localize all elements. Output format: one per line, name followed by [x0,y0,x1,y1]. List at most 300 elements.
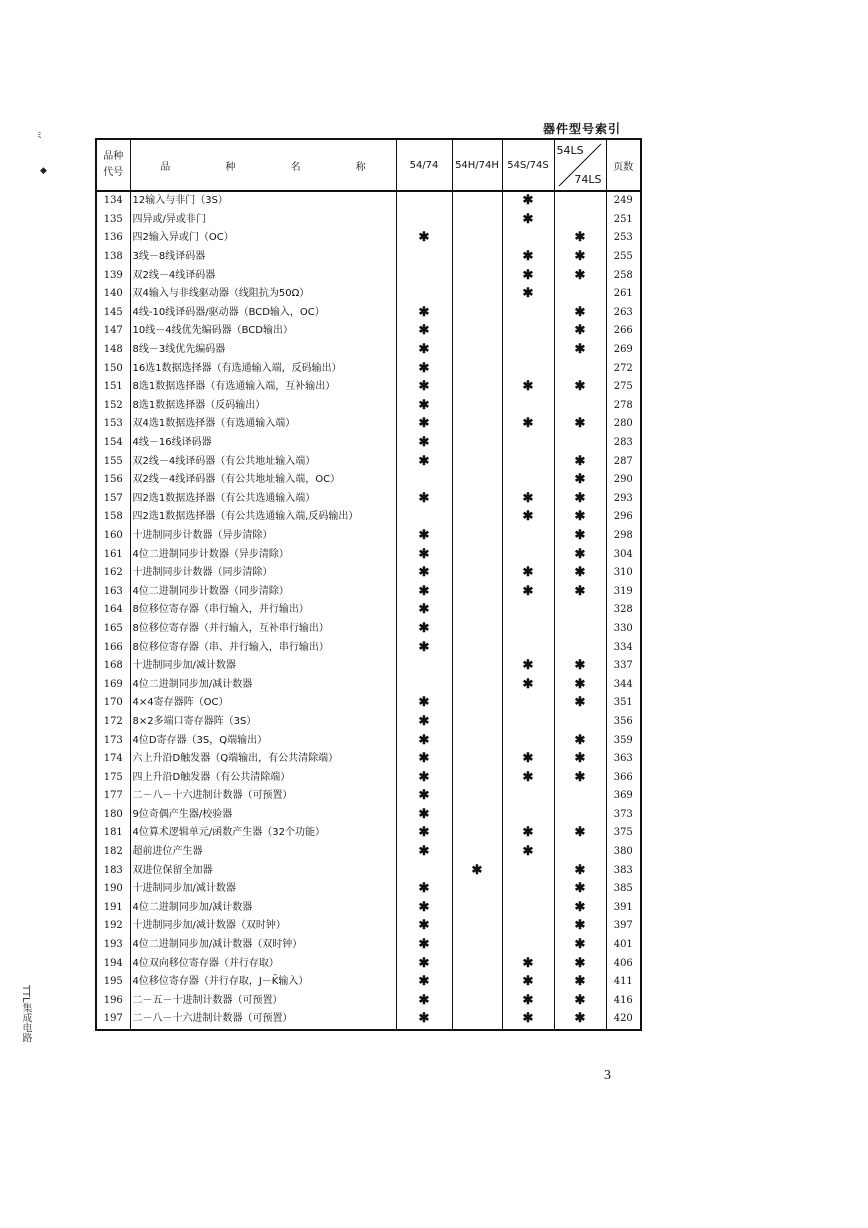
page-ref: 287 [606,452,641,471]
mark-54-74: ✱ [396,341,452,360]
mark-54-74: ✱ [396,434,452,453]
mark-54ls-74ls: ✱ [554,731,606,750]
device-code: 138 [96,248,130,267]
device-name: 4位二进制同步加/减计数器 [130,899,396,918]
mark-54-74: ✱ [396,750,452,769]
page-ref: 351 [606,694,641,713]
mark-54ls-74ls: ✱ [554,248,606,267]
device-name: 二－五－十进制计数器（可预置） [130,992,396,1011]
mark-54ls-74ls: ✱ [554,341,606,360]
mark-54-74: ✱ [396,378,452,397]
mark-54ls-74ls: ✱ [554,564,606,583]
mark-54ls-74ls: ✱ [554,471,606,490]
header-54h-74h: 54H/74H [452,139,502,191]
mark-54ls-74ls [554,620,606,639]
mark-54s-74s [502,806,554,825]
table-row [96,917,641,936]
page-ref: 420 [606,1010,641,1030]
device-code: 169 [96,675,130,694]
mark-54ls-74ls: ✱ [554,917,606,936]
header-name-char: 称 [355,161,366,173]
table-row [96,954,641,973]
mark-54-74: ✱ [396,936,452,955]
header-code-line1: 品种 [103,151,124,162]
device-code: 148 [96,341,130,360]
mark-54h-74h [452,266,502,285]
mark-54ls-74ls: ✱ [554,490,606,509]
device-code: 182 [96,843,130,862]
page-ref: 283 [606,434,641,453]
page-ref: 293 [606,490,641,509]
device-code: 147 [96,322,130,341]
mark-54-74: ✱ [396,899,452,918]
mark-54h-74h [452,620,502,639]
table-row [96,861,641,880]
page-ref: 375 [606,824,641,843]
table-row [96,564,641,583]
mark-54h-74h: ✱ [452,861,502,880]
mark-54s-74s: ✱ [502,378,554,397]
page-ref: 310 [606,564,641,583]
mark-54s-74s: ✱ [502,508,554,527]
device-name: 8线－3线优先编码器 [130,341,396,360]
header-name-char: 种 [225,161,236,173]
mark-54ls-74ls [554,359,606,378]
device-code: 194 [96,954,130,973]
mark-54s-74s [502,787,554,806]
table-row [96,750,641,769]
mark-54-74: ✱ [396,620,452,639]
mark-54h-74h [452,657,502,676]
header-code [96,139,130,191]
mark-54-74 [396,266,452,285]
device-code: 197 [96,1010,130,1030]
device-code: 163 [96,582,130,601]
mark-54s-74s [502,601,554,620]
mark-54-74: ✱ [396,824,452,843]
margin-mark: ◆ [40,166,47,176]
margin-mark: ﾐ [37,131,42,141]
mark-54ls-74ls: ✱ [554,508,606,527]
mark-54-74 [396,675,452,694]
device-name: 4位二进制同步计数器（同步清除） [130,582,396,601]
mark-54-74 [396,191,452,211]
table-row [96,973,641,992]
header-name-char: 名 [290,161,301,173]
table-row [96,713,641,732]
mark-54ls-74ls: ✱ [554,1010,606,1030]
device-name: 二－八－十六进制计数器（可预置） [130,1010,396,1030]
mark-54-74: ✱ [396,917,452,936]
page-ref: 411 [606,973,641,992]
mark-54s-74s [502,694,554,713]
page-ref: 258 [606,266,641,285]
section-title: 器件型号索引 [543,122,622,136]
device-name: 六上升沿D触发器（Q端输出，有公共清除端） [130,750,396,769]
table-row [96,341,641,360]
device-code: 135 [96,211,130,230]
device-name: 四2输入异或门（OC） [130,229,396,248]
device-index-table [95,138,642,1031]
device-name: 超前进位产生器 [130,843,396,862]
device-name: 4线-10线译码器/驱动器（BCD输入，OC） [130,304,396,323]
device-code: 190 [96,880,130,899]
mark-54-74: ✱ [396,564,452,583]
page-ref: 275 [606,378,641,397]
device-code: 151 [96,378,130,397]
page-ref: 280 [606,415,641,434]
mark-54h-74h [452,452,502,471]
mark-54ls-74ls [554,787,606,806]
mark-54s-74s: ✱ [502,564,554,583]
device-code: 183 [96,861,130,880]
mark-54ls-74ls: ✱ [554,936,606,955]
mark-54s-74s [502,229,554,248]
device-name: 双2线－4线译码器（有公共地址输入端，OC） [130,471,396,490]
table-row [96,787,641,806]
table-row [96,899,641,918]
device-code: 154 [96,434,130,453]
mark-54h-74h [452,768,502,787]
page-ref: 359 [606,731,641,750]
page-ref: 330 [606,620,641,639]
device-code: 152 [96,397,130,416]
page-ref: 249 [606,191,641,211]
mark-54h-74h [452,824,502,843]
page-ref: 406 [606,954,641,973]
device-name: 8选1数据选择器（有选通输入端，互补输出） [130,378,396,397]
page-ref: 261 [606,285,641,304]
table-row [96,191,641,211]
mark-54s-74s: ✱ [502,750,554,769]
mark-54s-74s: ✱ [502,1010,554,1030]
device-name: 3线－8线译码器 [130,248,396,267]
page-ref: 298 [606,527,641,546]
mark-54h-74h [452,954,502,973]
mark-54-74: ✱ [396,880,452,899]
page-ref: 416 [606,992,641,1011]
table-row [96,229,641,248]
mark-54-74 [396,285,452,304]
mark-54h-74h [452,675,502,694]
mark-54h-74h [452,341,502,360]
mark-54-74: ✱ [396,397,452,416]
device-code: 168 [96,657,130,676]
mark-54ls-74ls: ✱ [554,582,606,601]
mark-54s-74s [502,713,554,732]
mark-54s-74s: ✱ [502,824,554,843]
mark-54ls-74ls: ✱ [554,322,606,341]
mark-54h-74h [452,787,502,806]
table-row [96,304,641,323]
table-row [96,638,641,657]
mark-54s-74s: ✱ [502,768,554,787]
mark-54-74 [396,861,452,880]
device-name: 8位移位寄存器（并行输入，互补串行输出） [130,620,396,639]
table-row [96,266,641,285]
mark-54s-74s [502,359,554,378]
device-name: 4位二进制同步计数器（异步清除） [130,545,396,564]
mark-54s-74s [502,545,554,564]
device-code: 180 [96,806,130,825]
mark-54h-74h [452,917,502,936]
mark-54ls-74ls: ✱ [554,824,606,843]
header-name [130,139,396,191]
mark-54ls-74ls: ✱ [554,973,606,992]
device-code: 136 [96,229,130,248]
mark-54ls-74ls [554,806,606,825]
device-code: 196 [96,992,130,1011]
mark-54ls-74ls: ✱ [554,304,606,323]
page-ref: 290 [606,471,641,490]
header-54ls-74ls [554,139,606,191]
mark-54s-74s: ✱ [502,675,554,694]
mark-54ls-74ls [554,843,606,862]
mark-54s-74s: ✱ [502,490,554,509]
table-row [96,731,641,750]
mark-54ls-74ls: ✱ [554,527,606,546]
device-code: 173 [96,731,130,750]
table-row [96,806,641,825]
device-name: 8位移位寄存器（串行输入，并行输出） [130,601,396,620]
mark-54-74: ✱ [396,545,452,564]
table-row [96,248,641,267]
device-code: 160 [96,527,130,546]
device-code: 165 [96,620,130,639]
page-ref: 363 [606,750,641,769]
device-code: 174 [96,750,130,769]
device-name: 4位算术逻辑单元/函数产生器（32个功能） [130,824,396,843]
device-name: 十进制同步加/减计数器 [130,880,396,899]
header-page: 页数 [606,139,641,191]
mark-54ls-74ls: ✱ [554,657,606,676]
page-ref: 263 [606,304,641,323]
mark-54h-74h [452,359,502,378]
mark-54-74: ✱ [396,452,452,471]
device-code: 162 [96,564,130,583]
mark-54h-74h [452,638,502,657]
device-name: 十进制同步加/减计数器（双时钟） [130,917,396,936]
mark-54h-74h [452,211,502,230]
header-54s-74s: 54S/74S [502,139,554,191]
device-name: 双进位保留全加器 [130,861,396,880]
mark-54s-74s [502,452,554,471]
mark-54ls-74ls [554,434,606,453]
page-ref: 269 [606,341,641,360]
mark-54s-74s: ✱ [502,992,554,1011]
page-ref: 296 [606,508,641,527]
mark-54ls-74ls: ✱ [554,229,606,248]
mark-54h-74h [452,527,502,546]
mark-54s-74s: ✱ [502,657,554,676]
mark-54-74: ✱ [396,582,452,601]
table-row [96,620,641,639]
mark-54ls-74ls: ✱ [554,861,606,880]
device-name: 8选1数据选择器（反码输出） [130,397,396,416]
mark-54s-74s [502,471,554,490]
mark-54-74: ✱ [396,787,452,806]
mark-54h-74h [452,936,502,955]
table-row [96,434,641,453]
device-code: 158 [96,508,130,527]
mark-54s-74s [502,397,554,416]
table-row [96,359,641,378]
mark-54ls-74ls [554,211,606,230]
mark-54h-74h [452,843,502,862]
mark-54-74: ✱ [396,322,452,341]
device-code: 161 [96,545,130,564]
device-name: 十进制同步加/减计数器 [130,657,396,676]
device-code: 192 [96,917,130,936]
device-name: 4位二进制同步加/减计数器（双时钟） [130,936,396,955]
page-ref: 344 [606,675,641,694]
mark-54h-74h [452,582,502,601]
table-row [96,582,641,601]
device-name: 二－八－十六进制计数器（可预置） [130,787,396,806]
mark-54ls-74ls [554,191,606,211]
page-number: 3 [604,1068,611,1083]
mark-54ls-74ls: ✱ [554,768,606,787]
mark-54h-74h [452,806,502,825]
device-name: 4×4寄存器阵（OC） [130,694,396,713]
mark-54h-74h [452,973,502,992]
mark-54s-74s [502,861,554,880]
device-code: 150 [96,359,130,378]
mark-54ls-74ls: ✱ [554,378,606,397]
mark-54ls-74ls: ✱ [554,452,606,471]
mark-54ls-74ls: ✱ [554,675,606,694]
device-code: 195 [96,973,130,992]
mark-54-74: ✱ [396,304,452,323]
mark-54h-74h [452,731,502,750]
header-name-char: 品 [160,161,171,173]
header-code-line2: 代号 [103,167,124,178]
mark-54-74 [396,657,452,676]
mark-54-74 [396,471,452,490]
device-name: 8×2多端口寄存器阵（3S） [130,713,396,732]
mark-54s-74s: ✱ [502,285,554,304]
mark-54ls-74ls [554,285,606,304]
device-name: 双4选1数据选择器（有选通输入端） [130,415,396,434]
device-code: 155 [96,452,130,471]
mark-54-74: ✱ [396,992,452,1011]
mark-54-74: ✱ [396,490,452,509]
device-name: 12输入与非门（3S） [130,191,396,211]
table-row [96,936,641,955]
mark-54ls-74ls: ✱ [554,899,606,918]
device-code: 191 [96,899,130,918]
device-name: 双2线－4线译码器 [130,266,396,285]
page-ref: 319 [606,582,641,601]
mark-54h-74h [452,992,502,1011]
table-row [96,508,641,527]
device-name: 8位移位寄存器（串、并行输入，串行输出） [130,638,396,657]
device-name: 四上升沿D触发器（有公共清除端） [130,768,396,787]
device-name: 4位双向移位寄存器（并行存取） [130,954,396,973]
mark-54h-74h [452,415,502,434]
device-code: 166 [96,638,130,657]
mark-54s-74s [502,322,554,341]
spine-text: TTL集成电路 [20,985,31,1043]
header-54-74: 54/74 [396,139,452,191]
mark-54h-74h [452,880,502,899]
table-row [96,545,641,564]
device-name: 双4输入与非线驱动器（线阻抗为50Ω） [130,285,396,304]
table-row [96,694,641,713]
mark-54h-74h [452,601,502,620]
mark-54s-74s: ✱ [502,191,554,211]
page-ref: 266 [606,322,641,341]
mark-54s-74s: ✱ [502,954,554,973]
mark-54h-74h [452,508,502,527]
device-code: 156 [96,471,130,490]
mark-54s-74s [502,936,554,955]
device-name: 四2选1数据选择器（有公共选通输入端,反码输出） [130,508,396,527]
page-ref: 385 [606,880,641,899]
mark-54-74: ✱ [396,843,452,862]
table-row [96,1010,641,1030]
page-ref: 255 [606,248,641,267]
table-row [96,471,641,490]
mark-54-74: ✱ [396,1010,452,1030]
device-name: 双2线－4线译码器（有公共地址输入端） [130,452,396,471]
mark-54h-74h [452,564,502,583]
mark-54-74: ✱ [396,229,452,248]
mark-54s-74s: ✱ [502,973,554,992]
device-name: 4位D寄存器（3S，Q端输出） [130,731,396,750]
header-74ls: 74LS [574,173,602,186]
mark-54-74: ✱ [396,954,452,973]
device-code: 170 [96,694,130,713]
mark-54s-74s [502,620,554,639]
page-ref: 391 [606,899,641,918]
mark-54-74: ✱ [396,638,452,657]
mark-54h-74h [452,285,502,304]
device-code: 193 [96,936,130,955]
page-ref: 380 [606,843,641,862]
mark-54h-74h [452,248,502,267]
mark-54ls-74ls: ✱ [554,694,606,713]
mark-54s-74s [502,638,554,657]
device-name: 9位奇偶产生器/校验器 [130,806,396,825]
mark-54ls-74ls [554,638,606,657]
mark-54s-74s [502,341,554,360]
page-ref: 373 [606,806,641,825]
page-ref: 383 [606,861,641,880]
mark-54-74: ✱ [396,768,452,787]
mark-54h-74h [452,378,502,397]
mark-54ls-74ls [554,713,606,732]
mark-54h-74h [452,397,502,416]
mark-54ls-74ls: ✱ [554,266,606,285]
mark-54-74: ✱ [396,731,452,750]
mark-54h-74h [452,694,502,713]
mark-54s-74s: ✱ [502,582,554,601]
table-row [96,768,641,787]
mark-54s-74s: ✱ [502,843,554,862]
page-ref: 369 [606,787,641,806]
mark-54-74: ✱ [396,973,452,992]
table-row [96,452,641,471]
page-ref: 337 [606,657,641,676]
mark-54ls-74ls: ✱ [554,415,606,434]
mark-54s-74s [502,304,554,323]
device-name: 十进制同步计数器（异步清除） [130,527,396,546]
device-code: 145 [96,304,130,323]
device-name: 10线－4线优先编码器（BCD输出） [130,322,396,341]
device-code: 139 [96,266,130,285]
device-code: 181 [96,824,130,843]
